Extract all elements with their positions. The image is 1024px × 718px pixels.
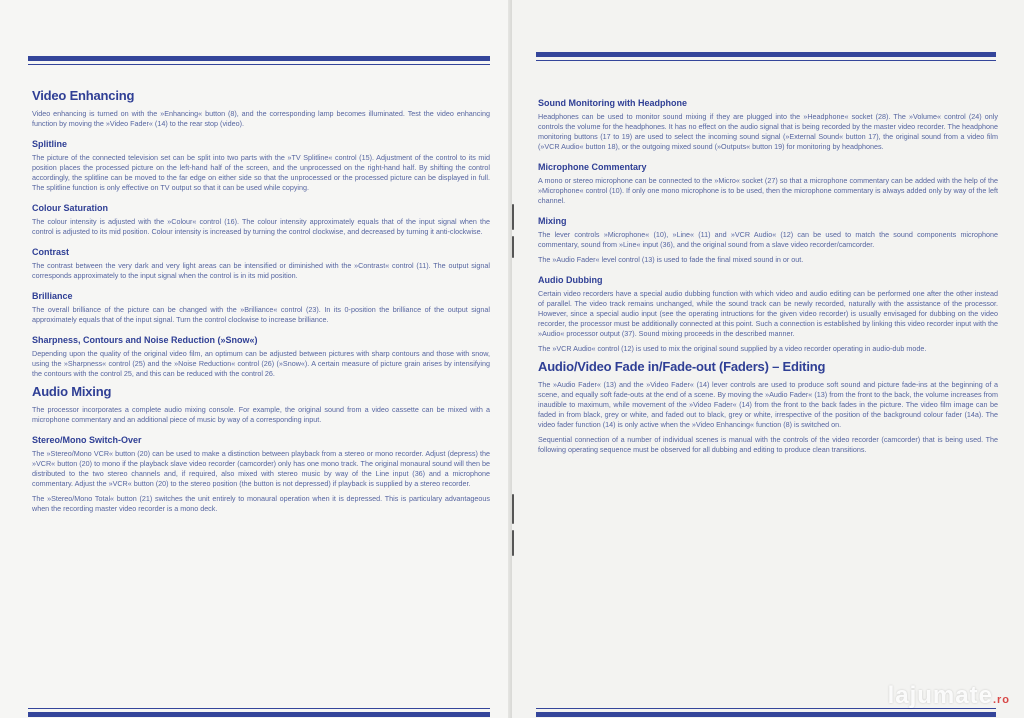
- section-heading: Sharpness, Contours and Noise Reduction (»Snow«): [32, 335, 258, 345]
- watermark-tld: .ro: [992, 694, 1010, 706]
- right-top-rule-thin: [536, 60, 996, 61]
- body-paragraph: Depending upon the quality of the original video film, an optimum can be adjusted between pictures with sharp contours and those with snow, using the »Sharpness« control (25) and the »Noise Reduction« control (26) (»Snow«). A certain measure of picture grain arises by intensifying the contours with the control 25, and this can be reduced with the control 26.: [32, 349, 490, 378]
- body-paragraph: The »VCR Audio« control (12) is used to mix the original sound supplied by a video recorder operating in audio-dub mode.: [538, 344, 927, 353]
- body-paragraph: Video enhancing is turned on with the »Enhancing« button (8), and the corresponding lamp becomes illuminated. Test the video enhancing function by moving the »Video Fader« (14) to the rear stop (video).: [32, 109, 490, 128]
- body-paragraph: The lever controls »Microphone« (10), »Line« (11) and »VCR Audio« (12) can be used to match the sound components microphone commentary, sound from »Line« input (36), and the original sound from a slave video recorder/camcorder.: [538, 230, 998, 249]
- body-paragraph: Sequential connection of a number of individual scenes is manual with the controls of the video recorder (camcorder) that is being used. The following operating sequence must be observed for all dubbing and editing to produce clean transitions.: [538, 435, 998, 454]
- section-heading: Microphone Commentary: [538, 162, 647, 172]
- section-heading: Audio Dubbing: [538, 275, 603, 285]
- body-paragraph: A mono or stereo microphone can be connected to the »Micro« socket (27) so that a microphone commentary can be added with the help of the »Microphone« control (10). If only one mono microphone is to be used, then the microphone commentary is always added only by way of the left channel.: [538, 176, 998, 205]
- body-paragraph: The processor incorporates a complete audio mixing console. For example, the original sound from a video cassette can be mixed with a microphone commentary and an additional piece of music by way of a corresponding input.: [32, 405, 490, 424]
- body-paragraph: Headphones can be used to monitor sound mixing if they are plugged into the »Headphone« socket (28). The »Volume« control (24) only controls the volume for the headphones. It has no effect on the audio signal that is being recorded by the master video recorder. The headphone monitoring buttons (17 to 19) are used to select the incoming sound signal (»External Sound« button 17), the original sound from a video film (»VCR Audio« button 18), or the outgoing mixed sound (»Outputs« button 19) for monitoring by headphones.: [538, 112, 998, 151]
- section-heading: Brilliance: [32, 291, 73, 301]
- watermark-logo: [888, 682, 1010, 710]
- left-top-rule-thin: [28, 64, 490, 65]
- margin-mark: [512, 494, 514, 524]
- left-bottom-rule-thin: [28, 708, 490, 709]
- body-paragraph: The »Audio Fader« level control (13) is used to fade the final mixed sound in or out.: [538, 255, 804, 264]
- section-heading: Video Enhancing: [32, 88, 135, 103]
- body-paragraph: The picture of the connected television set can be split into two parts with the »TV Splitline« control (15). Adjustment of the control to its mid position places the processed picture on the left-hand half of the screen, and the unprocessed on the right-hand half. By shifting the control accordingly, the splitline can be moved to the far edge on either side so that the unprocessed or the processed picture can be displayed in full. The splitline function is only effective on TV output so that it can be used while copying.: [32, 153, 490, 192]
- margin-mark: [512, 204, 514, 230]
- right-top-rule: [536, 52, 996, 57]
- body-paragraph: The »Stereo/Mono VCR« button (20) can be used to make a distinction between playback from a stereo or mono recorder. Adjust (depress) the »VCR« button (20) to mono if the playback slave video recorder (camcorder) only has one mono track. The original monaural sound will then be distributed to the two stereo channels and, if required, also mixed with stereo music by way of the Line input (36) and a microphone commentary. Adjust the »VCR« button (20) to the stereo position (the button is not depressed) if playback is supplied by a stereo recorder.: [32, 449, 490, 488]
- body-paragraph: The contrast between the very dark and very light areas can be intensified or diminished with the »Contrast« control (11). The output signal corresponds approximately to the input signal when the control is in its mid position.: [32, 261, 490, 280]
- section-heading: Audio Mixing: [32, 384, 112, 399]
- body-paragraph: The »Stereo/Mono Total« button (21) switches the unit entirely to monaural operation when it is depressed. This is particulary advantageous when the recording master video recorder is a mono deck.: [32, 494, 490, 513]
- body-paragraph: The »Audio Fader« (13) and the »Video Fader« (14) lever controls are used to produce soft sound and picture fade-ins at the beginning of a scene, and equally soft fade-outs at the end of a scene. By moving the »Audio Fader« (13) from the front to the back, the volume increases from inaudible to maximum, while movement of the »Video Fader« (14) from the front to the back fades in the picture. The video film image can be faded in from black, grey or white, and faded out to black, grey or white, irrespective of the position of the background colour fader (14a). The video fader function (14) is only active when the »Video Enhancing« function (8) is switched on.: [538, 380, 998, 429]
- section-heading: Contrast: [32, 247, 70, 257]
- section-heading: Sound Monitoring with Headphone: [538, 98, 687, 108]
- body-paragraph: Certain video recorders have a special audio dubbing function with which video and audio editing can be performed one after the other instead of parallel. The video track remains unchanged, while the sound track can be newly recorded, naturally with the assistance of the processor. However, since a special audio input (see the operating intructions for the given video recorder) is usually envisaged for dubbing on the video recorder, the processor must be additionally connected at this point. Such a connection is established by linking this video recorder input with the »Audio« processor output (37). Sound mixing proceeds in the described manner.: [538, 289, 998, 338]
- left-top-rule: [28, 56, 490, 61]
- section-heading: Colour Saturation: [32, 203, 108, 213]
- section-heading: Splitline: [32, 139, 68, 149]
- right-bottom-rule: [536, 712, 996, 717]
- section-heading: Stereo/Mono Switch-Over: [32, 435, 142, 445]
- body-paragraph: The colour intensity is adjusted with the »Colour« control (16). The colour intensity approximately equals that of the input signal when the control is adjusted to its mid position. Colour intensity is increased by turning the control clockwise, and decreased by turning it anti-clockwise.: [32, 217, 490, 236]
- section-heading: Mixing: [538, 216, 567, 226]
- left-column: [32, 88, 490, 519]
- left-bottom-rule: [28, 712, 490, 717]
- right-page: [512, 0, 1024, 718]
- margin-mark: [512, 530, 514, 556]
- watermark-name: lajumate: [887, 682, 993, 709]
- section-heading: Audio/Video Fade in/Fade-out (Faders) – Editing: [538, 359, 826, 374]
- body-paragraph: The overall brilliance of the picture can be changed with the »Brilliance« control (23). In its 0-position the brilliance of the output signal approximately equals that of the input signal. Turn the control clockwise to increase brilliance.: [32, 305, 490, 324]
- right-column: [538, 88, 998, 460]
- margin-mark: [512, 236, 514, 258]
